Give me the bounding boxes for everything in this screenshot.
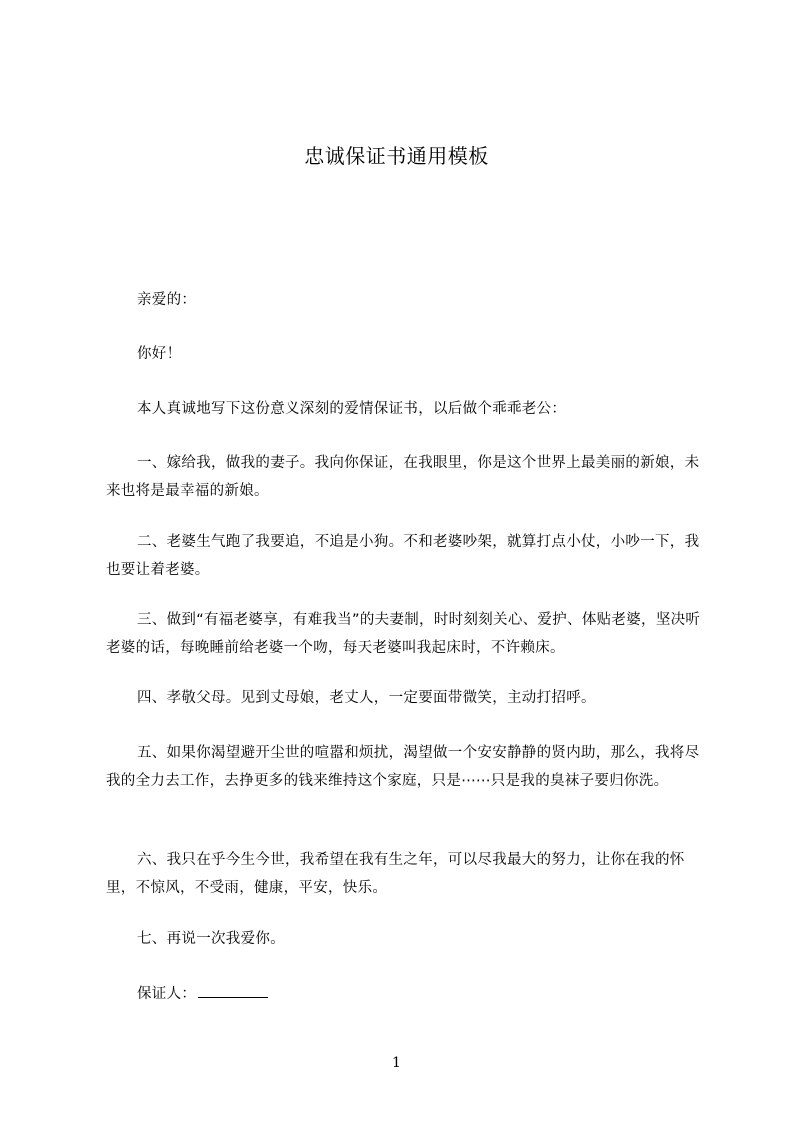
signature-label: 保证人： — [137, 986, 197, 1002]
page-number: 1 — [392, 1055, 401, 1071]
document-title: 忠诚保证书通用模板 — [304, 144, 489, 168]
item-3: 三、做到“有福老婆享，有难我当”的夫妻制，时时刻刻关心、爱护、体贴老婆，坚决听老婆的话，每晚睡前给老婆一个吻，每天老婆叫我起床时，不许赖床。 — [106, 612, 701, 656]
item-1: 一、嫁给我，做我的妻子。我向你保证，在我眼里，你是这个世界上最美丽的新娘，未来也将是最幸福的新娘。 — [106, 455, 700, 499]
signature-blank-line — [198, 983, 268, 998]
signature-row — [106, 980, 710, 1008]
item-6: 六、我只在乎今生今世，我希望在我有生之年，可以尽我最大的努力，让你在我的怀里，不惊风，不受雨，健康，平安，快乐。 — [106, 852, 685, 896]
item-2: 二、老婆生气跑了我要追，不追是小狗。不和老婆吵架，就算打点小仗，小吵一下，我也要让着老婆。 — [106, 534, 700, 578]
salutation: 亲爱的： — [137, 292, 197, 308]
greeting: 你好！ — [137, 346, 182, 362]
item-5: 五、如果你渴望避开尘世的喧嚣和烦扰，渴望做一个安安静静的贤内助，那么，我将尽我的全力去工作，去挣更多的钱来维持这个家庭，只是⋯⋯只是我的臭袜子要归你洗。 — [106, 745, 700, 789]
item-7: 七、再说一次我爱你。 — [137, 931, 285, 947]
intro-paragraph: 本人真诚地写下这份意义深刻的爱情保证书，以后做个乖乖老公： — [137, 401, 567, 417]
item-4: 四、孝敬父母。见到丈母娘，老丈人，一定要面带微笑，主动打招呼。 — [137, 690, 596, 706]
